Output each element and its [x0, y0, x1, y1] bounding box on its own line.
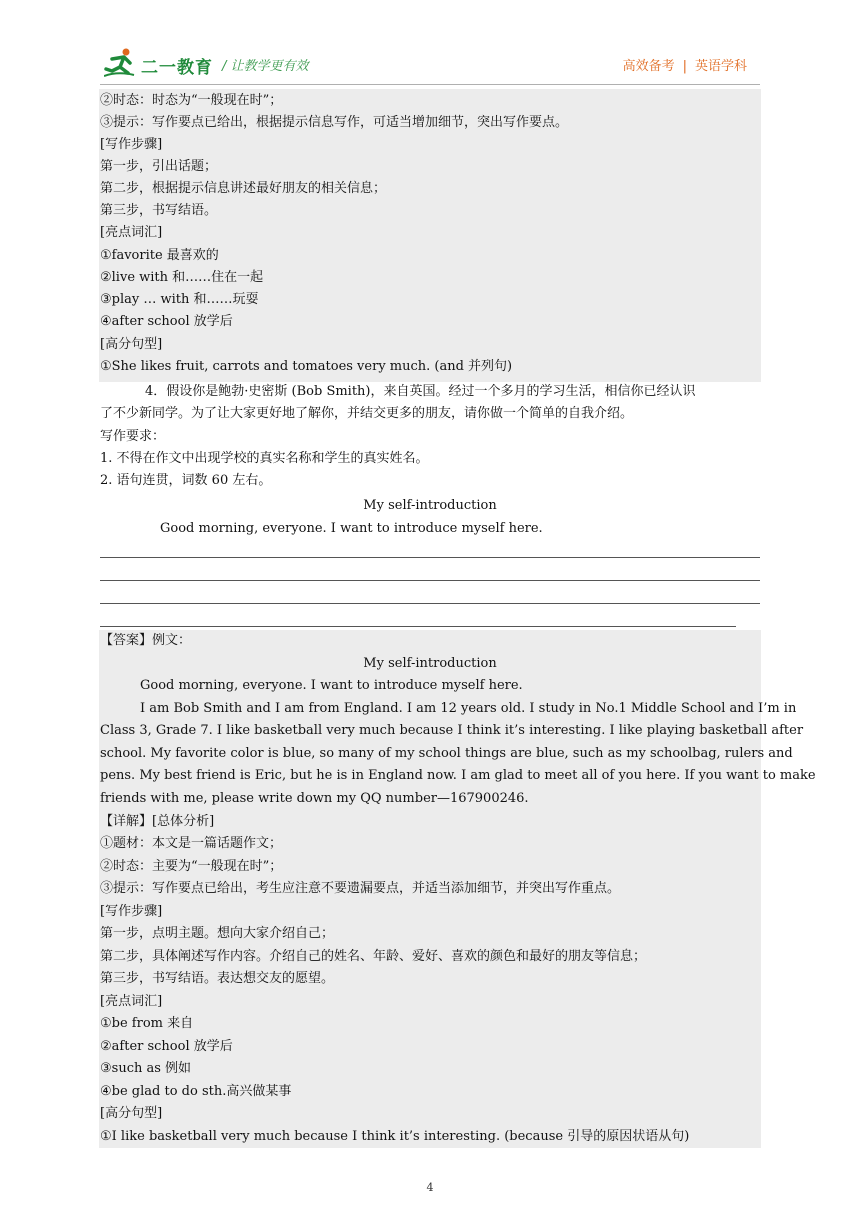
- sentence-pattern: ①She likes fruit, carrots and tomatoes very much. (and 并列句): [100, 359, 513, 374]
- answer-body-line: school. My favorite color is blue, so many of my school things are blue, such as my schoolbag, rulers and: [100, 746, 793, 761]
- requirement-item: 1. 不得在作文中出现学校的真实名称和学生的真实姓名。: [100, 451, 429, 466]
- text-line: ②时态：时态为“一般现在时”；: [100, 93, 283, 108]
- vocab-item: ②after school 放学后: [100, 1039, 233, 1054]
- vocab-item: ②live with 和……住在一起: [100, 270, 264, 285]
- tag-prep: 高效备考: [622, 59, 675, 74]
- tag-separator: |: [682, 59, 687, 74]
- header-divider: [100, 84, 760, 85]
- text-line: 第一步，引出话题；: [100, 159, 218, 174]
- text-line: 第三步，书写结语。: [100, 203, 218, 218]
- sentence-pattern: ①I like basketball very much because I think it’s interesting. (because 引导的原因状语从句): [100, 1129, 690, 1144]
- answer-opening: Good morning, everyone. I want to introduce myself here.: [140, 678, 523, 693]
- section-heading: [写作步骤]: [100, 904, 163, 919]
- section-heading: [亮点词汇]: [100, 994, 163, 1009]
- text-line: ②时态：主要为“一般现在时”；: [100, 859, 283, 874]
- brand-logo: [104, 47, 434, 81]
- answer-blank-line: [100, 580, 760, 581]
- text-line: 第二步，具体阐述写作内容。介绍自己的姓名、年龄、爱好、喜欢的颜色和最好的朋友等信息；: [100, 949, 647, 964]
- requirement-item: 2. 语句连贯，词数 60 左右。: [100, 473, 272, 488]
- tag-subject: 英语学科: [694, 59, 747, 74]
- answer-blank-line: [100, 557, 760, 558]
- vocab-item: ③such as 例如: [100, 1061, 192, 1076]
- text-line: 第一步，点明主题。想向大家介绍自己；: [100, 926, 335, 941]
- analysis-heading: 【详解】[总体分析]: [100, 814, 215, 829]
- requirements-title: 写作要求：: [100, 429, 166, 444]
- text-line: 第三步，书写结语。表达想交友的愿望。: [100, 971, 335, 986]
- answer-body-line: friends with me, please write down my QQ number—167900246.: [100, 791, 529, 806]
- answer-essay-title: My self-introduction: [363, 656, 497, 671]
- vocab-item: ①be from 来自: [100, 1016, 194, 1031]
- answer-blank-line: [100, 626, 736, 627]
- answer-label: 【答案】例文：: [100, 633, 192, 648]
- essay-title: My self-introduction: [363, 498, 497, 513]
- answer-body-line: pens. My best friend is Eric, but he is in England now. I am glad to meet all of you here. If you want to make: [100, 768, 816, 783]
- question-text: 了不少新同学。为了让大家更好地了解你，并结交更多的朋友，请你做一个简单的自我介绍。: [100, 406, 634, 421]
- section-heading: [高分句型]: [100, 337, 163, 352]
- section-heading: [亮点词汇]: [100, 225, 163, 240]
- subject-tag: [623, 55, 747, 74]
- essay-opening: Good morning, everyone. I want to introduce myself here.: [160, 521, 543, 536]
- text-line: ③提示：写作要点已给出，根据提示信息写作，可适当增加细节，突出写作要点。: [100, 115, 569, 130]
- text-line: ③提示：写作要点已给出，考生应注意不要遗漏要点，并适当添加细节，并突出写作重点。: [100, 881, 621, 896]
- running-figure-icon: [104, 47, 138, 79]
- question-text: 4．假设你是鲍勃·史密斯 (Bob Smith)，来自英国。经过一个多月的学习生活，相信你已经认识: [145, 384, 696, 399]
- page-number: 4: [426, 1181, 434, 1194]
- vocab-item: ①favorite 最喜欢的: [100, 248, 219, 263]
- page-header: [0, 0, 860, 84]
- answer-body-line: I am Bob Smith and I am from England. I am 12 years old. I study in No.1 Middle School and I’m in: [140, 701, 797, 716]
- brand-name: 二一教育: [141, 58, 213, 78]
- answer-blank-line: [100, 603, 760, 604]
- vocab-item: ④after school 放学后: [100, 314, 233, 329]
- vocab-item: ④be glad to do sth.高兴做某事: [100, 1084, 292, 1099]
- section-heading: [高分句型]: [100, 1106, 163, 1121]
- brand-slogan: / 让教学更有效: [222, 59, 309, 74]
- vocab-item: ③play … with 和……玩耍: [100, 292, 259, 307]
- answer-body-line: Class 3, Grade 7. I like basketball very much because I think it’s interesting. I like playing basketball after: [100, 723, 804, 738]
- text-line: 第二步，根据提示信息讲述最好朋友的相关信息；: [100, 181, 387, 196]
- section-heading: [写作步骤]: [100, 137, 163, 152]
- text-line: ①题材：本文是一篇话题作文；: [100, 836, 283, 851]
